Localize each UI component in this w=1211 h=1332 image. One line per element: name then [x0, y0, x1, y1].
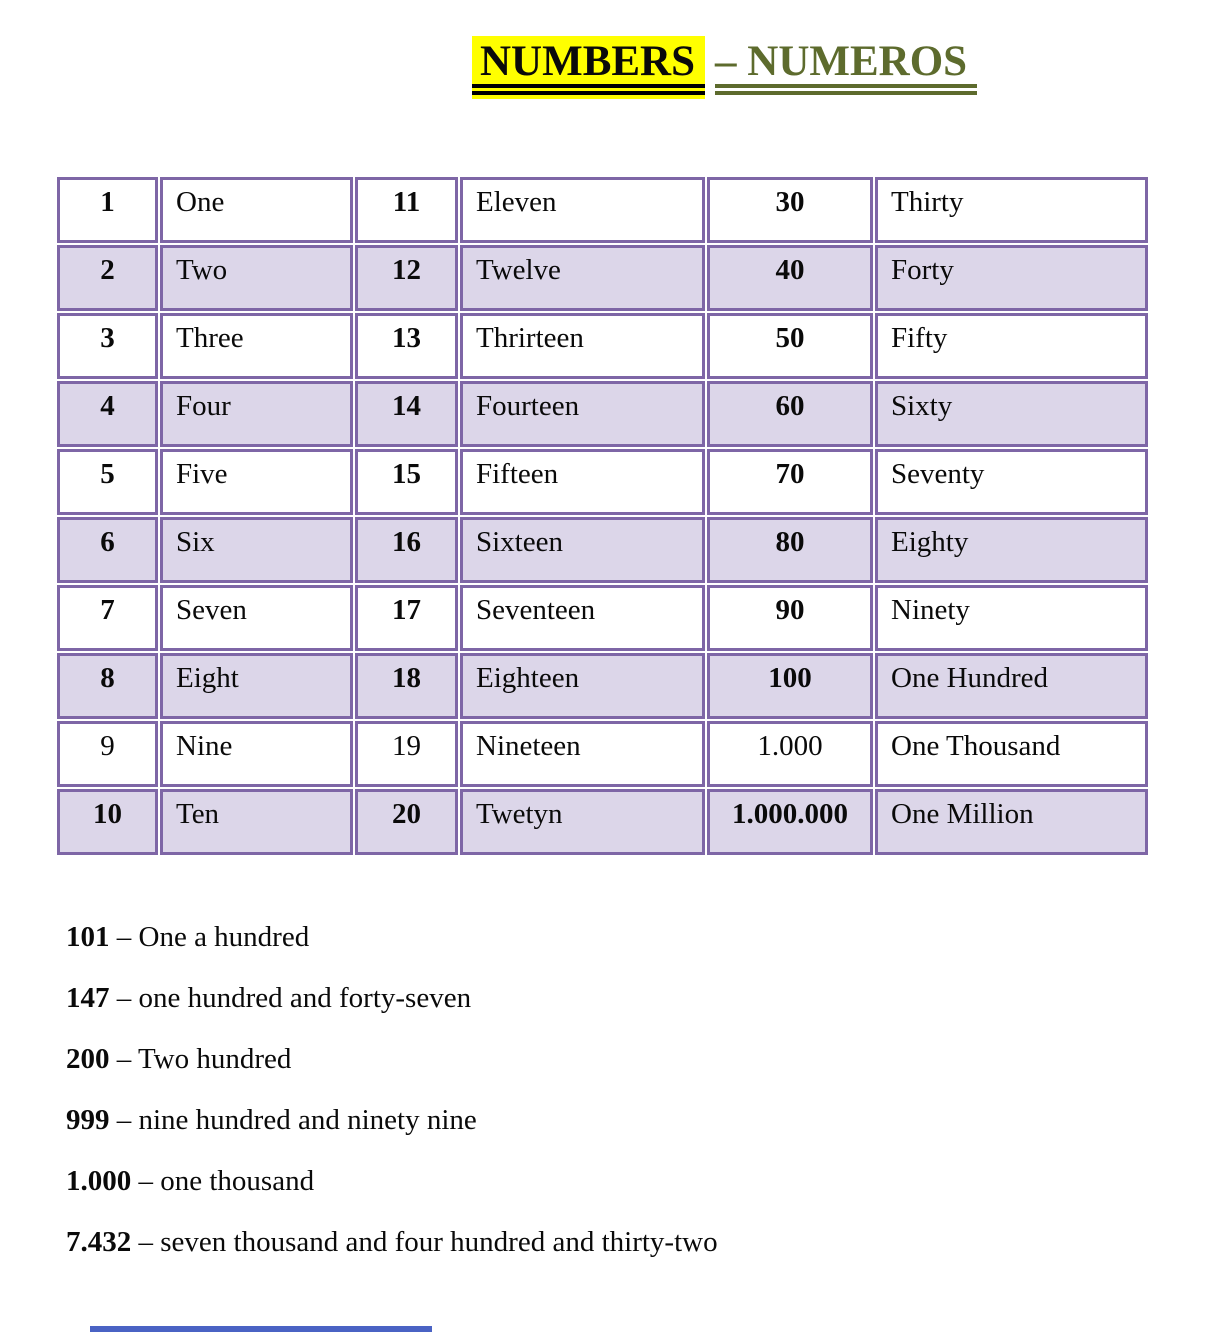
note-text: – nine hundred and ninety nine	[109, 1104, 477, 1136]
word-cell: Three	[160, 313, 353, 379]
note-text: – seven thousand and four hundred and thirty-two	[131, 1226, 718, 1258]
number-cell: 17	[355, 585, 458, 651]
number-cell: 16	[355, 517, 458, 583]
word-cell: Seven	[160, 585, 353, 651]
word-cell: Nine	[160, 721, 353, 787]
title-highlighted-word: NUMBERS	[472, 36, 705, 99]
word-cell: Eighteen	[460, 653, 705, 719]
word-cell: One	[160, 177, 353, 243]
word-cell: Five	[160, 449, 353, 515]
word-cell: Fifty	[875, 313, 1148, 379]
word-cell: One Hundred	[875, 653, 1148, 719]
number-cell: 30	[707, 177, 873, 243]
number-cell: 100	[707, 653, 873, 719]
word-cell: Twetyn	[460, 789, 705, 855]
table-row	[57, 177, 1148, 243]
note-number: 101	[66, 921, 110, 953]
note-item	[66, 1225, 718, 1259]
number-cell: 1.000.000	[707, 789, 873, 855]
number-cell: 11	[355, 177, 458, 243]
number-cell: 7	[57, 585, 158, 651]
table-row	[57, 313, 1148, 379]
number-cell: 3	[57, 313, 158, 379]
number-cell: 5	[57, 449, 158, 515]
number-cell: 14	[355, 381, 458, 447]
number-cell: 50	[707, 313, 873, 379]
number-cell: 12	[355, 245, 458, 311]
note-item	[66, 1103, 718, 1137]
word-cell: Ten	[160, 789, 353, 855]
word-cell: One Thousand	[875, 721, 1148, 787]
number-cell: 1.000	[707, 721, 873, 787]
number-cell: 4	[57, 381, 158, 447]
note-text: – One a hundred	[109, 921, 310, 953]
word-cell: Twelve	[460, 245, 705, 311]
table-row	[57, 585, 1148, 651]
note-number: 999	[66, 1104, 110, 1136]
number-cell: 6	[57, 517, 158, 583]
word-cell: Ninety	[875, 585, 1148, 651]
number-cell: 20	[355, 789, 458, 855]
note-text: – Two hundred	[109, 1043, 292, 1075]
number-cell: 40	[707, 245, 873, 311]
number-cell: 60	[707, 381, 873, 447]
number-cell: 13	[355, 313, 458, 379]
note-item	[66, 1164, 718, 1198]
word-cell: Fifteen	[460, 449, 705, 515]
word-cell: Two	[160, 245, 353, 311]
note-number: 147	[66, 982, 110, 1014]
word-cell: One Million	[875, 789, 1148, 855]
numbers-table	[55, 175, 1150, 857]
word-cell: Thirty	[875, 177, 1148, 243]
word-cell: Thrirteen	[460, 313, 705, 379]
word-cell: Fourteen	[460, 381, 705, 447]
number-cell: 18	[355, 653, 458, 719]
word-cell: Four	[160, 381, 353, 447]
word-cell: Seventeen	[460, 585, 705, 651]
word-cell: Eleven	[460, 177, 705, 243]
number-cell: 8	[57, 653, 158, 719]
table-row	[57, 517, 1148, 583]
note-number: 7.432	[66, 1226, 132, 1258]
table-row	[57, 789, 1148, 855]
number-cell: 19	[355, 721, 458, 787]
number-cell: 15	[355, 449, 458, 515]
note-item	[66, 920, 718, 954]
note-text: – one thousand	[131, 1165, 315, 1197]
word-cell: Nineteen	[460, 721, 705, 787]
numbers-table-body	[57, 177, 1148, 855]
table-row	[57, 381, 1148, 447]
table-row	[57, 245, 1148, 311]
table-row	[57, 653, 1148, 719]
note-item	[66, 981, 718, 1015]
number-cell: 10	[57, 789, 158, 855]
number-cell: 70	[707, 449, 873, 515]
table-row	[57, 449, 1148, 515]
note-text: – one hundred and forty-seven	[109, 982, 472, 1014]
notes-list	[66, 920, 718, 1286]
number-cell: 90	[707, 585, 873, 651]
word-cell: Sixty	[875, 381, 1148, 447]
word-cell: Eighty	[875, 517, 1148, 583]
cutoff-next-element-bar	[90, 1326, 432, 1332]
word-cell: Eight	[160, 653, 353, 719]
title-secondary-word: – NUMEROS	[715, 36, 977, 99]
word-cell: Sixteen	[460, 517, 705, 583]
page-title	[472, 36, 977, 99]
word-cell: Forty	[875, 245, 1148, 311]
note-item	[66, 1042, 718, 1076]
number-cell: 2	[57, 245, 158, 311]
number-cell: 80	[707, 517, 873, 583]
note-number: 200	[66, 1043, 110, 1075]
table-row	[57, 721, 1148, 787]
word-cell: Seventy	[875, 449, 1148, 515]
note-number: 1.000	[66, 1165, 132, 1197]
number-cell: 1	[57, 177, 158, 243]
number-cell: 9	[57, 721, 158, 787]
word-cell: Six	[160, 517, 353, 583]
